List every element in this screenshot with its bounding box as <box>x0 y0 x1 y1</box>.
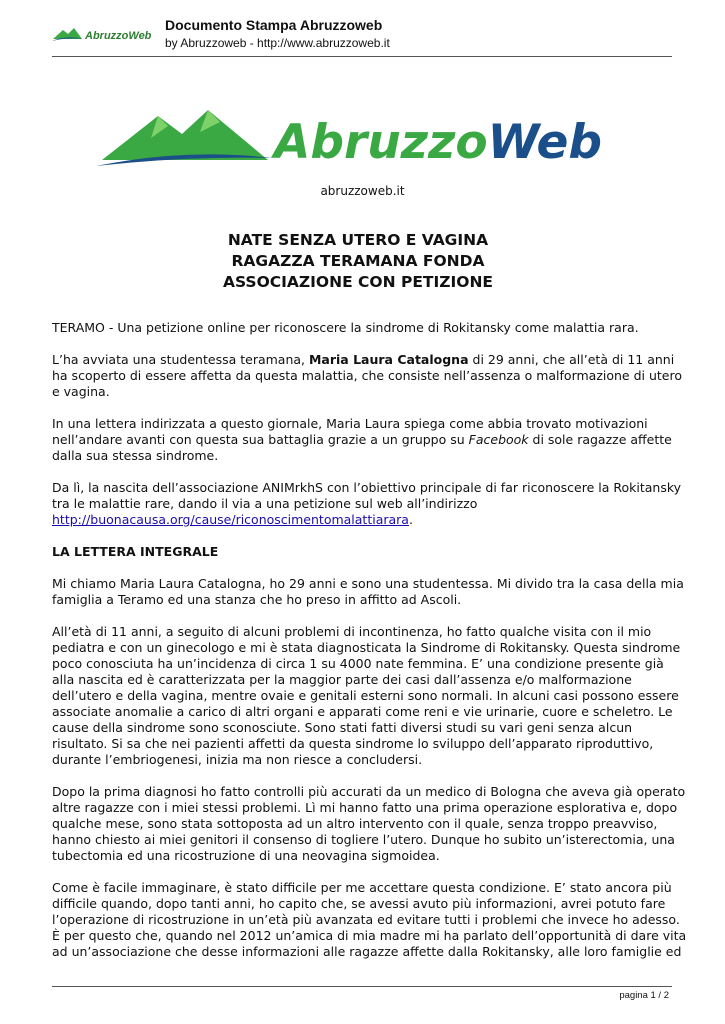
paragraph-line: Dopo la prima diagnosi ho fatto controlli più accurati da un medico di Bologna che aveva già operato <box>52 784 686 799</box>
facebook-mention: Facebook <box>468 432 529 447</box>
paragraph-line: tra le malattie rare, dando il via a una petizione sul web all’indirizzo <box>52 496 478 511</box>
paragraph-association <box>52 480 682 528</box>
headline-line-2: RAGAZZA TERAMANA FONDA <box>231 252 485 270</box>
paragraph-surgery <box>52 784 686 864</box>
document-byline: by Abruzzoweb - http://www.abruzzoweb.it <box>165 36 390 50</box>
paragraph-line: qualche mese, sono stata sottoposta ad un altro intervento con il quale, senza troppo preavviso, <box>52 816 658 831</box>
paragraph-letter <box>52 416 677 464</box>
logo-wordmark <box>270 115 602 170</box>
header-logo-text: AbruzzoWeb <box>85 30 152 42</box>
logo-mountains <box>102 110 268 160</box>
paragraph-line <box>52 352 677 368</box>
text-run: . <box>408 512 413 527</box>
student-name: Maria Laura Catalogna <box>308 352 469 367</box>
text-run: di sole ragazze affette <box>528 432 672 447</box>
paragraph-line: hanno chiesto ai miei genitori il consenso di togliere l’utero. Dunque ho subito un’isterectomia, una <box>52 832 675 847</box>
headline-line-1: NATE SENZA UTERO E VAGINA <box>227 231 489 249</box>
page-number: pagina 1 / 2 <box>619 990 669 1001</box>
paragraph-line: durante l’embriogenesi, inizia ma non riesce a concludersi. <box>52 752 423 767</box>
paragraph-line: Da lì, la nascita dell’associazione ANIMrkhS con l’obiettivo principale di far riconoscere la Rokitansky <box>52 480 682 495</box>
paragraph-line <box>52 432 677 448</box>
paragraph-line: TERAMO - Una petizione online per riconoscere la sindrome di Rokitansky come malattia rara. <box>52 320 639 335</box>
headline-line-3: ASSOCIAZIONE CON PETIZIONE <box>222 273 494 291</box>
paragraph-line: poco conosciuta ha un’incidenza di circa 1 su 4000 nate femmina. E’ una condizione presente già <box>52 656 664 671</box>
article-headline <box>0 230 716 293</box>
paragraph-line: dell’utero e della vagina, mentre ovaie e genitali esterni sono normali. In alcuni casi possono essere <box>52 688 679 703</box>
paragraph-line: associate anomalie a carico di altri organi e apparati come reni e vie urinarie, cuore e scheletro. Le <box>52 704 673 719</box>
footer-divider <box>52 986 672 987</box>
paragraph-line: Mi chiamo Maria Laura Catalogna, ho 29 anni e sono una studentessa. Mi divido tra la casa della mia <box>52 576 684 591</box>
paragraph-line: cause della sindrome sono sconosciute. Sono stati fatti diversi studi su vari geni senza alcun <box>52 720 633 735</box>
abruzzoweb-logo <box>96 108 602 170</box>
paragraph-line: Come è facile immaginare, è stato difficile per me accettare questa condizione. E’ stato ancora più <box>52 880 672 895</box>
paragraph-line <box>52 512 677 528</box>
text-run: L’ha avviata una studentessa teramana, <box>52 352 309 367</box>
section-heading <box>52 544 677 560</box>
text-run: nell’andare avanti con questa sua battaglia grazie a un gruppo su <box>52 432 469 447</box>
paragraph-intro <box>52 320 677 336</box>
paragraph-acceptance <box>52 880 687 960</box>
paragraph-line: l’operazione di ricostruzione in un’età più avanzata ed evitare tutti i problemi che invece ho adesso. <box>52 912 680 927</box>
paragraph-letter-intro <box>52 576 684 608</box>
paragraph-line: famiglia a Teramo ed una stanza che ho preso in affitto ad Ascoli. <box>52 592 462 607</box>
header-divider <box>52 56 672 57</box>
logo-wordmark-abruzzo: Abruzzo <box>274 115 488 170</box>
site-name: abruzzoweb.it <box>320 184 405 198</box>
paragraph-line: È per questo che, quando nel 2012 un’amica di mia madre mi ha parlato dell’opportunità di dare vita <box>52 928 687 943</box>
paragraph-line: pediatra e con un ginecologo e mi è stata diagnosticata la Sindrome di Rokitansky. Questa sindrome <box>52 640 681 655</box>
section-title: LA LETTERA INTEGRALE <box>52 544 219 559</box>
document-title: Documento Stampa Abruzzoweb <box>165 17 383 33</box>
paragraph-line: ha scoperto di essere affetta da questa malattia, che consiste nell’assenza o malformazione di utero <box>52 368 682 383</box>
paragraph-line: e vagina. <box>52 384 110 399</box>
paragraph-line: All’età di 11 anni, a seguito di alcuni problemi di incontinenza, ho fatto qualche visita con il mio <box>52 624 652 639</box>
paragraph-line: alla nascita ed è caratterizzata per la maggior parte dei casi dall’assenza e/o malformazione <box>52 672 632 687</box>
header-logo[interactable] <box>52 24 152 44</box>
logo-wordmark-web: Web <box>487 115 602 170</box>
petition-link[interactable]: http://buonacausa.org/cause/riconoscimentomalattiarara <box>52 512 409 527</box>
header-logo-mountains <box>53 28 82 39</box>
paragraph-line: difficile quando, dopo tanti anni, ho capito che, se avessi avuto più informazioni, avrei potuto fare <box>52 896 666 911</box>
paragraph-line: altre ragazze con i miei stessi problemi. Lì mi hanno fatto una prima operazione esplorativa e, dopo <box>52 800 678 815</box>
paragraph-student <box>52 352 682 400</box>
paragraph-diagnosis <box>52 624 681 768</box>
paragraph-line: ad un’associazione che desse informazioni alle ragazze affette dalla Rokitansky, alle loro famiglie ed <box>52 944 682 959</box>
paragraph-line: dalla sua stessa sindrome. <box>52 448 219 463</box>
paragraph-line: tubectomia ed una ricostruzione di una neovagina sigmoidea. <box>52 848 440 863</box>
paragraph-line: risultato. Si sa che nei pazienti affetti da questa sindrome lo sviluppo dell’apparato riproduttivo, <box>52 736 654 751</box>
article-body <box>52 320 687 976</box>
paragraph-line: In una lettera indirizzata a questo giornale, Maria Laura spiega come abbia trovato motivazioni <box>52 416 648 431</box>
text-run: di 29 anni, che all’età di 11 anni <box>468 352 675 367</box>
